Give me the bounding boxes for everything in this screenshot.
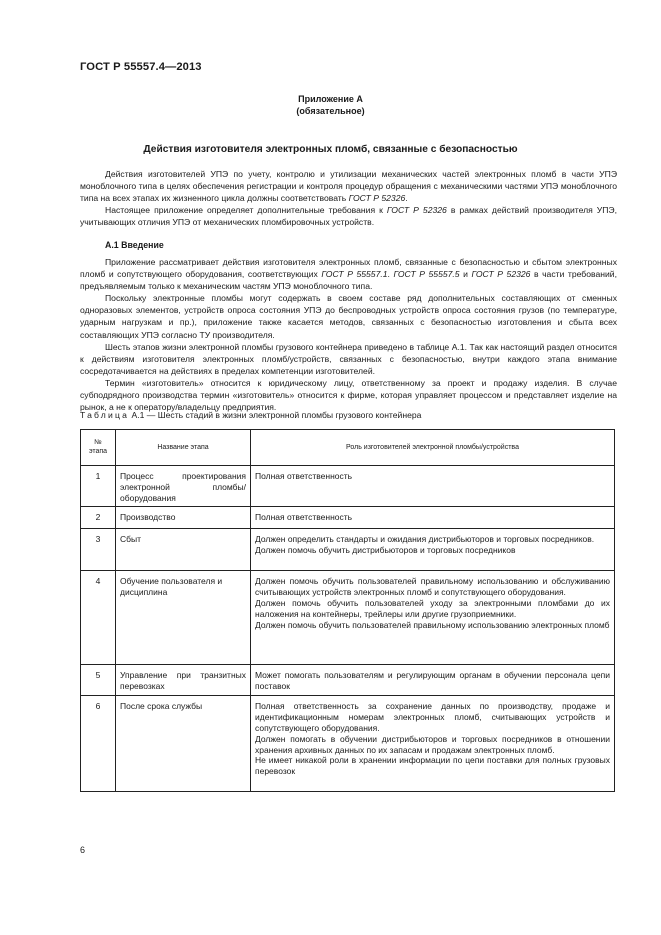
header-stage-number: № этапа <box>81 430 116 466</box>
stage-name: После срока службы <box>116 696 251 792</box>
table-header-row <box>81 430 615 466</box>
stage-number: 3 <box>81 529 116 571</box>
intro-paragraph-2 <box>80 204 617 228</box>
stage-role: Должен определить стандарты и ожидания дистрибьюторов и торговых посредников. Должен помочь обучить дистрибьюторов и торговых посредников <box>251 529 615 571</box>
section-p1-reference-1: ГОСТ Р 55557.1 <box>321 269 388 280</box>
section-p1-separator-2: и <box>459 269 472 280</box>
section-heading: А.1 Введение <box>105 240 164 250</box>
section-p1-reference-2: ГОСТ Р 55557.5 <box>393 269 460 280</box>
intro-p2-reference: ГОСТ Р 52326 <box>386 205 447 216</box>
document-id: ГОСТ Р 55557.4—2013 <box>80 61 202 73</box>
table-row <box>81 466 615 507</box>
stage-number: 2 <box>81 507 116 529</box>
page-number: 6 <box>80 845 86 855</box>
table-row <box>81 507 615 529</box>
table-row <box>81 529 615 571</box>
appendix-status: (обязательное) <box>296 106 365 116</box>
stage-name: Производство <box>116 507 251 529</box>
intro-p1-text: Действия изготовителей УПЭ по учету, контролю и утилизации механических частей электронных пломб в части УПЭ моноблочного типа в целях обеспечения регистрации и контроля процедур обращения с механическими частями УПЭ моноблочного типа на всех этапах их жизненного цикла должны соответствовать <box>80 169 617 204</box>
section-text <box>80 256 617 413</box>
table-row <box>81 571 615 665</box>
section-p1-reference-3: ГОСТ Р 52326 <box>471 269 531 280</box>
table-row <box>81 665 615 696</box>
section-paragraph-2: Поскольку электронные пломбы могут содержать в своем составе ряд дополнительных составляющих от сменных одноразовых элементов, устройств опроса состояния УПЭ до беспроводных устройств опроса состояния грузов (по температуре, ударным нагрузкам и пр.), приложение также касается методов, связанных с безопасностью изготовления и сбыта всех составляющих УПЭ согласно ТУ производителя. <box>80 293 617 340</box>
section-paragraph-4: Термин «изготовитель» относится к юридическому лицу, ответственному за проект и продажу изделия. В случае субподрядного производства термин «изготовитель» относится к фирме, которая управляет процессом и представляет изделие на рынок, а не к оператору/владельцу предприятия. <box>80 377 617 413</box>
section-p1-text: Приложение рассматривает действия изготовителя электронных пломб, связанные с безопасностью и сбытом электронных пломб и сопутствующего оборудования, соответствующих <box>80 257 617 280</box>
stage-number: 1 <box>81 466 116 507</box>
stage-role: Может помогать пользователям и регулирующим органам в обучении персонала цепи поставок <box>251 665 615 696</box>
section-p1-text-end: в части требований, предъявляемым только к механическим частям УПЭ моноблочного типа. <box>80 269 617 292</box>
table-row <box>81 696 615 792</box>
intro-paragraph-1 <box>80 168 617 204</box>
table-caption-word: Таблица <box>80 410 130 420</box>
header-manufacturer-role: Роль изготовителей электронной пломбы/устройства <box>251 430 615 466</box>
stage-number: 6 <box>81 696 116 792</box>
stage-role: Полная ответственность за сохранение данных по производству, продаже и идентификационным номерам электронных пломб, считывающих устройств и сопутствующего оборудования. Должен помогать в обучении дистрибьюторов и торговых посредников в отношении хранения архивных данных по их запасам и продажам электронных пломб. Не имеет никакой роли в хранении информации по цепи поставки для полных грузовых перевозок <box>251 696 615 792</box>
stage-role: Должен помочь обучить пользователей правильному использованию и обслуживанию считывающих устройств электронных пломб и сопутствующего оборудования. Должен помочь обучить пользователей уходу за электронными пломбами до их наложения на контейнеры, трейлеры или другие грузоприемники. Должен помочь обучить пользователей правильному использованию электронных пломб <box>251 571 615 665</box>
intro-p2-text-end: в рамках действий производителя УПЭ, учитывающих отличия УПЭ от механических пломбировочных устройств. <box>80 205 617 228</box>
intro-p1-reference: ГОСТ Р 52326 <box>348 193 406 204</box>
section-paragraph-3: Шесть этапов жизни электронной пломбы грузового контейнера приведено в таблице А.1. Так как настоящий раздел относится к действиям изготовителя электронных пломб/устройств, связанных с безопасностью, внутри каждого этапа внимание сосредотачивается на действиях в пределах компетенции изготовителей. <box>80 341 617 376</box>
stage-name: Обучение пользователя и дисциплина <box>116 571 251 665</box>
stage-number: 4 <box>81 571 116 665</box>
stage-role: Полная ответственность <box>251 466 615 507</box>
section-paragraph-1 <box>80 256 617 292</box>
stage-name: Сбыт <box>116 529 251 571</box>
intro-p2-text: Настоящее приложение определяет дополнительные требования к <box>105 205 387 216</box>
main-title: Действия изготовителя электронных пломб, связанные с безопасностью <box>143 144 518 155</box>
intro-p1-end: . <box>405 193 408 204</box>
table-caption-text: А.1 — Шесть стадий в жизни электронной пломбы грузового контейнера <box>129 410 422 420</box>
appendix-title: Приложение А <box>298 94 363 104</box>
header-stage-name: Название этапа <box>116 430 251 466</box>
stage-role: Полная ответственность <box>251 507 615 529</box>
intro-text <box>80 168 617 228</box>
lifecycle-table <box>80 429 615 792</box>
table-caption <box>80 410 421 420</box>
stage-name: Процесс проектирования электронной пломбы/оборудования <box>116 466 251 507</box>
stage-number: 5 <box>81 665 116 696</box>
appendix-heading <box>0 93 661 117</box>
stage-name: Управление при транзитных перевозках <box>116 665 251 696</box>
section-p1-separator-1: . <box>387 269 394 280</box>
